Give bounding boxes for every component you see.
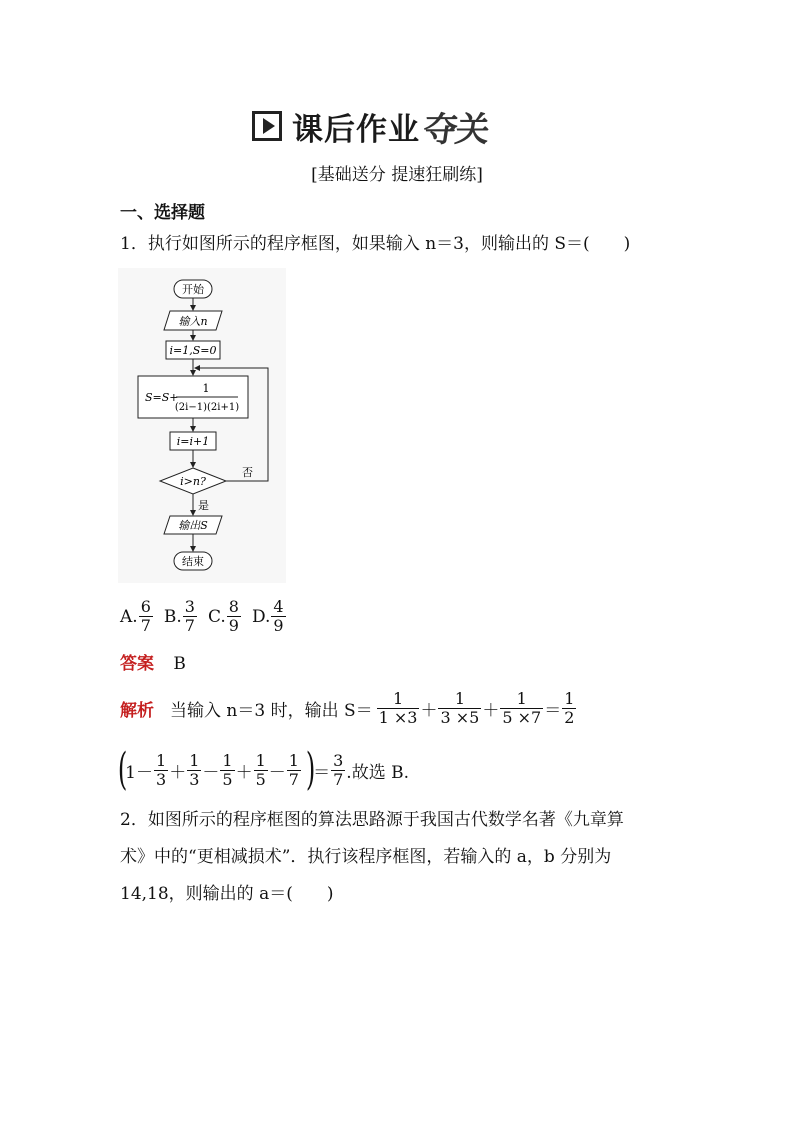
term-fraction-1: $\frac{1}{1 \times 3}$ — [378, 689, 418, 727]
flowchart — [118, 268, 286, 583]
option-label: C. — [207, 606, 226, 627]
flowchart-input-label: 输入n — [178, 315, 208, 328]
option-label: B. — [163, 606, 182, 627]
question-1-stem: 1．执行如图所示的程序框图，如果输入 n＝3，则输出的 S＝( ) — [120, 234, 631, 254]
flowchart-condition-label: i>n? — [180, 475, 206, 488]
option-fraction: $\frac{6}{7}$ — [140, 597, 151, 635]
question-2-line-1: 2．如图所示的程序框图的算法思路源于我国古代数学名著《九章算 — [120, 810, 624, 830]
expand-one: 1－ — [125, 762, 153, 783]
expand-term-1: $\frac{1}{3}$ — [156, 750, 167, 789]
analysis-intro: 当输入 n＝3 时，输出 S＝ — [170, 701, 373, 721]
expand-term-3: $\frac{1}{5}$ — [222, 750, 233, 789]
analysis-conclusion: .故选 B. — [346, 762, 410, 783]
question-2-line-3: 14,18，则输出的 a＝( ) — [120, 884, 334, 904]
flowchart-start-label: 开始 — [182, 283, 204, 296]
flowchart-svg — [118, 268, 286, 583]
option-label: A. — [120, 606, 138, 627]
option-fraction: $\frac{3}{7}$ — [184, 597, 195, 635]
play-icon — [252, 111, 282, 141]
flowchart-no-label: 否 — [242, 466, 253, 479]
equals-sign: ＝ — [544, 701, 562, 721]
question-2-line-2: 术》中的“更相减损术”．执行该程序框图，若输入的 a，b 分别为 — [120, 847, 612, 867]
half-fraction: $\frac{1}{2}$ — [564, 689, 575, 727]
flowchart-update-num: 1 — [202, 382, 210, 395]
term-fraction-3: $\frac{1}{5 \times 7}$ — [502, 689, 542, 727]
option-d — [252, 598, 287, 635]
equals-sign: ＝ — [313, 762, 331, 783]
plus-sign: ＋ — [169, 762, 187, 783]
header-title-row — [252, 104, 491, 150]
answer-line — [120, 652, 186, 676]
expand-term-4: $\frac{1}{5}$ — [255, 750, 266, 789]
option-a — [120, 598, 154, 635]
section-title: 一、选择题 — [120, 203, 205, 223]
analysis-line-2 — [114, 744, 410, 795]
flowchart-output-label: 输出S — [178, 519, 208, 532]
brand-logo: 夺关 — [420, 109, 491, 150]
result-fraction: $\frac{3}{7}$ — [333, 750, 344, 789]
option-fraction: $\frac{4}{9}$ — [273, 597, 284, 635]
flowchart-init-label: i=1,S=0 — [169, 344, 217, 357]
flowchart-end-label: 结束 — [182, 555, 204, 568]
option-label: D. — [251, 606, 271, 627]
left-paren: ( — [117, 744, 128, 795]
minus-sign: － — [268, 762, 286, 783]
option-c — [208, 598, 242, 635]
flowchart-increment-label: i=i+1 — [176, 435, 210, 448]
plus-sign: ＋ — [482, 701, 500, 721]
flowchart-update-den: (2i−1)(2i+1) — [174, 402, 240, 413]
expand-term-5: $\frac{1}{7}$ — [288, 750, 299, 789]
answer-value: B — [173, 654, 186, 674]
question-1-options — [120, 598, 287, 635]
expand-term-2: $\frac{1}{3}$ — [189, 750, 200, 789]
analysis-label: 解析 — [120, 701, 154, 721]
flowchart-update-left: S=S+ — [145, 391, 179, 404]
page-title: 课后作业 — [292, 111, 420, 148]
analysis-line-1 — [120, 690, 577, 727]
right-paren: ) — [305, 744, 316, 795]
term-fraction-2: $\frac{1}{3 \times 5}$ — [440, 689, 480, 727]
plus-sign: ＋ — [235, 762, 253, 783]
plus-sign: ＋ — [420, 701, 438, 721]
option-fraction: $\frac{8}{9}$ — [228, 597, 239, 635]
answer-label: 答案 — [120, 654, 154, 674]
minus-sign: － — [202, 762, 220, 783]
flowchart-yes-label: 是 — [198, 499, 209, 512]
option-b — [164, 598, 198, 635]
page-subtitle: [基础送分 提速狂刷练] — [311, 165, 483, 185]
